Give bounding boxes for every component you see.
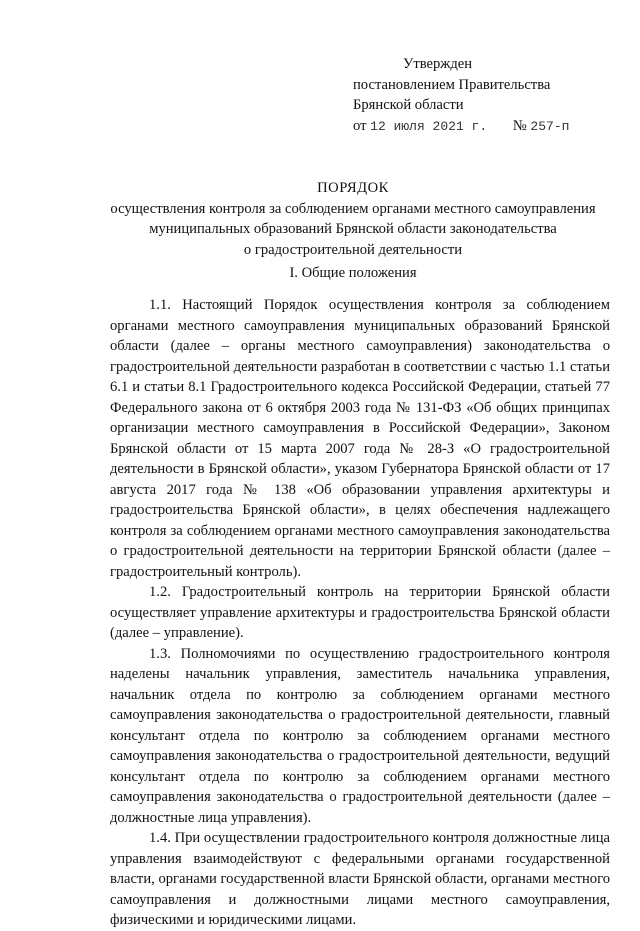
approval-number: 257-п xyxy=(530,118,570,134)
paragraph-1-1: 1.1. Настоящий Порядок осуществления контроля за соблюдением органами местного самоуправления муниципальных образований Брянской области (далее – органы местного самоуправления) законодательства о градостроительной деятельности разработан в соответствии с частью 1.1 статьи 6.1 и статьи 8.1 Градостроительного кодекса Российской Федерации, статьей 77 Федерального закона от 6 октября 2003 года № 131-ФЗ «Об общих принципах организации местного самоуправления в Российской Федерации», Законом Брянской области от 15 марта 2007 года № 28-З «О градостроительной деятельности в Брянской области», указом Губернатора Брянской области от 17 августа 2017 года № 138 «Об образовании управления архитектуры и градостроительства Брянской области», в целях обеспечения надлежащего контроля за соблюдением органами местного самоуправления законодательства о градостроительной деятельности на территории Брянской области (далее – градостроительный контроль). xyxy=(110,297,610,580)
title-line-3: о градостроительной деятельности xyxy=(243,241,463,258)
document-title xyxy=(96,178,610,260)
title-line-1: осуществления контроля за соблюдением органами местного самоуправления xyxy=(110,200,596,217)
approval-date: 12 июля 2021 г. xyxy=(370,118,488,134)
title-line-2: муниципальных образований Брянской области законодательства xyxy=(149,221,557,237)
approval-stamp xyxy=(353,54,613,137)
approval-region: Брянской области xyxy=(353,97,464,113)
approval-date-number xyxy=(353,116,613,138)
title-heading: ПОРЯДОК xyxy=(317,180,389,196)
approval-heading: Утвержден xyxy=(403,56,473,72)
date-prefix: от xyxy=(353,117,367,134)
paragraph-1-4: 1.4. При осуществлении градостроительного контроля должностные лица управления взаимодействуют с федеральными органами государственной власти, органами государственной власти Брянской области, органами местного самоуправления и должностными лицами местного самоуправления, физическими и юридическими лицами. xyxy=(110,830,610,928)
section-heading: I. Общие положения xyxy=(289,265,417,281)
number-label: № xyxy=(512,117,527,134)
document-body xyxy=(110,295,610,931)
paragraph-1-3: 1.3. Полномочиями по осуществлению градостроительного контроля наделены начальник управления, заместитель начальника управления, начальник отдела по контролю за соблюдением органами местного самоуправления законодательства о градостроительной деятельности, главный консультант отдела по контролю за соблюдением органами местного самоуправления законодательства о градостроительной деятельности, ведущий консультант отдела по контролю за соблюдением органами местного самоуправления законодательства о градостроительной деятельности (далее – должностные лица управления). xyxy=(110,645,610,826)
paragraph-1-2: 1.2. Градостроительный контроль на территории Брянской области осуществляет управление архитектуры и градостроительства Брянской области (далее – управление). xyxy=(110,584,610,641)
approval-authority: постановлением Правительства xyxy=(353,76,551,93)
